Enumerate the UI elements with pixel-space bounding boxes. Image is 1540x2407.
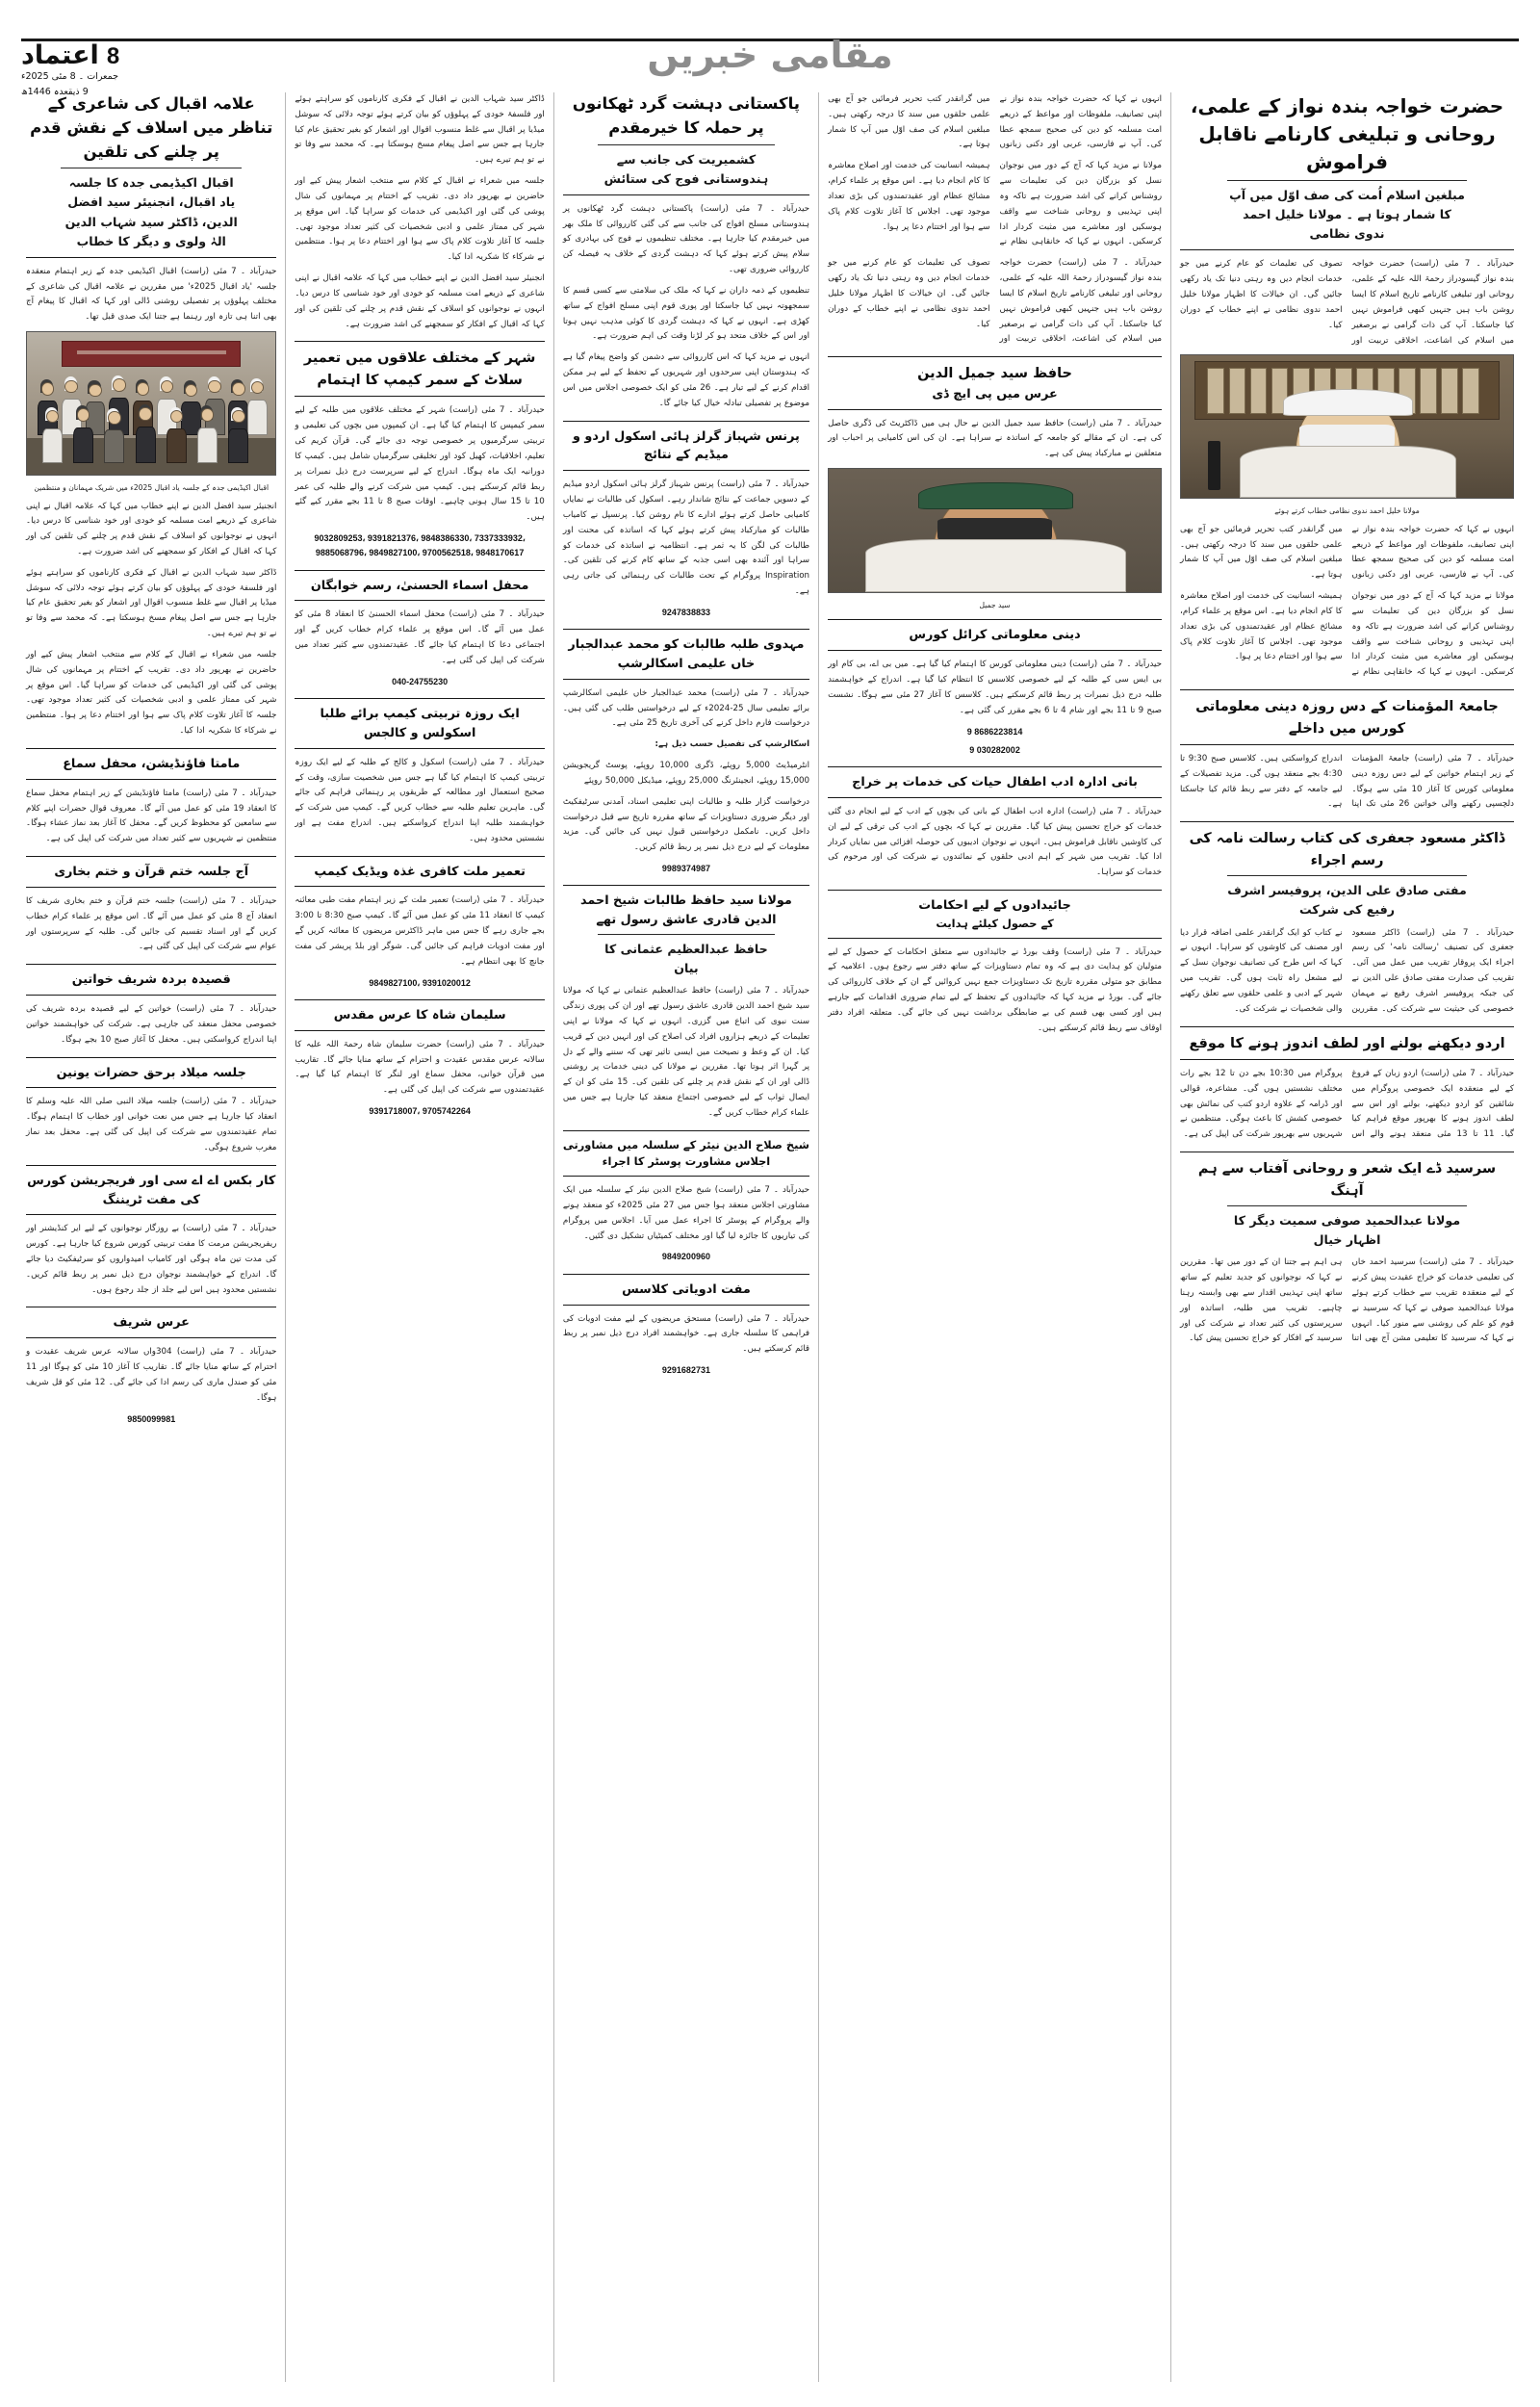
headline-poster-release: شیخ صلاح الدین نیئر کے سلسلہ میں مشاورتی اجلاس مشاورت پوسٹر کا اجراء — [562, 1137, 809, 1169]
body-terror-strike-1: حیدرآباد ۔ 7 مئی (راست) پاکستانی دہشت گرد ٹھکانوں پر ہندوستانی مسلح افواج کی جانب سے کی گئی کارروائی کا ملک بھر میں خیرمقدم کیا جارہا ہے۔ مختلف تنظیموں نے فوج کی بہادری کو سلام پیش کرتے ہوئے کہا کہ دہشت گردی کے خلاف یہ فیصلہ کن کارروائی ضروری تھی۔ — [562, 203, 810, 275]
newspaper-name: اعتماد — [21, 40, 99, 70]
col4-continuation-bot: انجنیئر سید افضل الدین نے اپنے خطاب میں کہا کہ علامہ اقبال نے اپنی شاعری کے ذریعے امت مسلمہ کو خودی اور خود شناسی کا درس دیا۔ انہوں نے نوجوانوں کو اسلاف کے نقش قدم پر چلنے کی تلقین کی اور کہا کہ اقبال کے افکار کو سمجھنے کی اشد ضرورت ہے۔ — [295, 273, 545, 329]
col2-continuation-top: انہوں نے کہا کہ حضرت خواجہ بندہ نواز نے اپنی تصانیف، ملفوظات اور مواعظ کے ذریعے امت مسلمہ کو دین کی صحیح سمجھ عطا کی۔ آپ نے فارسی، عربی اور دکنی زبانوں میں گرانقدر کتب تحریر فرمائیں جو آج بھی علمی حلقوں میں سند کا درجہ رکھتی ہیں۔ مبلغین اسلام کی صف اوّل میں آپ کا شمار ہوتا ہے۔ — [828, 94, 1163, 150]
divider — [563, 1130, 809, 1131]
subheadline-iqbal-academy: اقبال اکیڈیمی جدہ کا جلسہ یاد اقبال، انجنیئر سید افضل الدین، ڈاکٹر سید شہاب الدین الہٰ ولوی و دیگر کا خطاب — [61, 168, 241, 251]
divider — [563, 629, 809, 630]
body-summer-camp: حیدرآباد ۔ 7 مئی (راست) شہر کے مختلف علاقوں میں طلبہ کے لیے سمر کیمپس کا اہتمام کیا گیا ہے۔ ان کیمپوں میں بچوں کی تعلیمی و تربیتی سرگرمیوں پر خصوصی توجہ دی جائے گی۔ قرآن کریم کی تعلیم، اخلاقیات، کھیل کود اور تخلیقی سرگرمیاں شامل ہیں۔ کیمپ کا دورانیہ ایک ماہ ہوگا۔ اندراج کے لیے سرپرست درج ذیل نمبرات پر ربط قائم کرسکتے ہیں۔ کیمپ میں شرکت کرنے والے طلبہ کی عمر 10 تا 15 سال ہونی چاہیے۔ اوقات صبح 8 تا 11 بجے مقرر کیے گئے ہیں۔ — [295, 405, 545, 523]
phone-asma-ul-husna: 040-24755230 — [392, 676, 449, 686]
body-ashiq-rasool: حیدرآباد ۔ 7 مئی (راست) حافظ عبدالعظیم عثمانی نے کہا کہ مولانا سید شیخ احمد الدین قادری عاشق رسول تھے اور ان کی پوری زندگی سنت نبوی کی اتباع میں گزری۔ انہوں نے کہا کہ مولانا نے اپنی تعلیمات کے ذریعے ہزاروں افراد کی اصلاح کی اور انہیں دین کے قریب کیا۔ ان کے وعظ و نصیحت میں ایسی تاثیر تھی کہ سننے والے کے دل پر گہرا اثر ہوتا تھا۔ مقررین نے مولانا کی دینی خدمات پر روشنی ڈالی اور ان کے نقش قدم پر چلنے کی تلقین کی۔ 15 مئی کو ان کے ایصال ثواب کے لیے خصوصی اجتماع منعقد کیا جارہا ہے جس میں علماء کرام خطاب کریں گے۔ — [562, 986, 810, 1118]
body-mamta-foundation: حیدرآباد ۔ 7 مئی (راست) مامتا فاؤنڈیشن کے زیر اہتمام محفل سماع کا انعقاد 19 مئی کو عمل میں آئے گا۔ معروف قوال حضرات اپنے کلام سے سامعین کو محظوظ کریں گے۔ محفل کا آغاز بعد نماز عشاء ہوگا۔ منتظمین نے شہریوں سے کثیر تعداد میں شرکت کی اپیل کی ہے۔ — [26, 788, 277, 844]
divider — [26, 1057, 276, 1058]
divider — [1180, 744, 1514, 745]
divider — [26, 1337, 276, 1338]
phone-medical-camp: 9849827100، 9391020012 — [369, 977, 471, 988]
divider — [828, 938, 1162, 939]
photo-row-front — [32, 395, 270, 463]
divider — [295, 570, 544, 571]
lead-subheadline: مبلغین اسلام اُمت کی صف اوّل میں آپ کا شمار ہوتا ہے ۔ مولانا خلیل احمد ندوی نظامی — [1227, 180, 1468, 244]
divider — [295, 856, 544, 857]
headline-medical-camp: تعمیر ملت کافری غذہ ویڈیک کیمپ — [314, 864, 526, 879]
divider — [828, 766, 1162, 767]
body-urs-shareef: حیدرآباد ۔ 7 مئی (راست) 304واں سالانہ عرس شریف عقیدت و احترام کے ساتھ منایا جائے گا۔ تقاریب کا آغاز 10 مئی کو ہوگا اور 11 مئی کو صندل ماری کی رسم ادا کی جائے گی۔ 12 مئی کو قل شریف ہوگا۔ — [26, 1347, 277, 1403]
phone-deeni-course-2: 9 030282002 — [969, 744, 1020, 755]
divider — [563, 470, 809, 471]
scholarship-amounts: انٹرمیڈیٹ 5,000 روپئے، ڈگری 10,000 روپئے، پوسٹ گریجویشن 15,000 روپئے، انجینئرنگ 25,000 روپئے، میڈیکل 50,000 روپئے — [562, 761, 810, 786]
divider — [828, 890, 1162, 891]
masthead — [0, 0, 1540, 97]
lead-body-3: مولانا نے مزید کہا کہ آج کے دور میں نوجوان نسل کو بزرگان دین کی تعلیمات سے روشناس کرانے کی اشد ضرورت ہے تاکہ وہ اپنی تہذیبی و روحانی شناخت سے واقف ہوسکیں اور معاشرے میں مثبت کردار ادا کرسکیں۔ انہوں نے کہا کہ خانقاہی نظام نے ہمیشہ انسانیت کی خدمت اور اصلاح معاشرہ کا کام انجام دیا ہے۔ اس موقع پر علماء کرام، مشائخ عظام اور عقیدتمندوں کی بڑی تعداد موجود تھی۔ اجلاس کا آغاز تلاوت کلام پاک سے ہوا اور اختتام دعا پر ہوا۔ — [1180, 591, 1514, 678]
body-iqbal-1: حیدرآباد ۔ 7 مئی (راست) اقبال اکیڈیمی جدہ کے زیر اہتمام منعقدہ جلسہ 'یاد اقبال 2025ء' میں مقررین نے علامہ اقبال کی شاعری کے مختلف پہلوؤں پر تفصیلی روشنی ڈالی اور کہا کہ اقبال کا پیغام آج بھی اتنا ہی تازہ اور رہنما ہے جتنا ایک صدی قبل تھا۔ — [26, 266, 277, 323]
col2-continuation-mid: مولانا نے مزید کہا کہ آج کے دور میں نوجوان نسل کو بزرگان دین کی تعلیمات سے روشناس کرانے کی اشد ضرورت ہے تاکہ وہ اپنی تہذیبی و روحانی شناخت سے واقف ہوسکیں اور معاشرے میں مثبت کردار ادا کرسکیں۔ انہوں نے کہا کہ خانقاہی نظام نے ہمیشہ انسانیت کی خدمت اور اصلاح معاشرہ کا کام انجام دیا ہے۔ اس موقع پر علماء کرام، مشائخ عظام اور عقیدتمندوں کی بڑی تعداد موجود تھی۔ اجلاس کا آغاز تلاوت کلام پاک سے ہوا اور اختتام دعا پر ہوا۔ — [828, 161, 1163, 247]
phone-prince-shahbaz: 9247838833 — [661, 607, 710, 617]
divider — [828, 409, 1162, 410]
body-free-medicine: حیدرآباد ۔ 7 مئی (راست) مستحق مریضوں کے لیے مفت ادویات کی فراہمی کا سلسلہ جاری ہے۔ خواہشمند افراد درج ذیل نمبر پر ربط قائم کرسکتے ہیں۔ — [562, 1313, 810, 1355]
body-asma-ul-husna: حیدرآباد ۔ 7 مئی (راست) محفل اسماء الحسنیٰ کا انعقاد 8 مئی کو عمل میں آئے گا۔ اس موقع پر علماء کرام خطاب کریں گے اور اجتماعی دعا کا اہتمام کیا جائے گا۔ عقیدتمندوں سے کثیر تعداد میں شرکت کی اپیل کی گئی ہے۔ — [295, 609, 545, 665]
portrait-photo-khaleel — [1180, 354, 1514, 499]
body-adab-atfal: حیدرآباد ۔ 7 مئی (راست) ادارہ ادب اطفال کے بانی کی بچوں کے ادب کے لیے انجام دی گئی خدمات کو خراج تحسین پیش کیا گیا۔ مقررین نے کہا کہ بچوں کے ادب کی ترقی کے لیے ان کی کاوشیں ناقابل فراموش ہیں۔ انہوں نے نوجوان ادیبوں کی حوصلہ افزائی میں نمایاں کردار ادا کیا۔ تقریب میں شہر کے اہم ادبی حلقوں کے نمائندوں نے شرکت کی اور مرحوم کی خدمات کو سراہا۔ — [828, 806, 1163, 878]
column-4 — [285, 92, 552, 2382]
subheadline-property-orders: کے حصول کیلئے ہدایت — [936, 916, 1054, 930]
phone-urs-sulaiman-shah: 9391718007، 9705742264 — [369, 1106, 471, 1117]
subheadline-ashiq-rasool: حافظ عبدالعظیم عثمانی کا بیان — [598, 934, 776, 978]
photo-caption-3: اقبال اکیڈیمی جدہ کے جلسہ یاد اقبال 2025ء میں شریک مہمانان و منتظمین — [34, 483, 270, 493]
body-poster-release: حیدرآباد ۔ 7 مئی (راست) شیخ صلاح الدین نیئر کے سلسلہ میں ایک مشاورتی اجلاس منعقد ہوا جس میں 27 مئی 2025ء کو منعقد ہونے والے پروگرام کے پوسٹر کا اجراء عمل میں آیا۔ اجلاس میں پروگرام کی تیاریوں کا جائزہ لیا گیا اور مختلف کمیٹیاں تشکیل دی گئیں۔ — [562, 1185, 810, 1241]
divider — [295, 396, 544, 397]
headline-asma-ul-husna: محفل اسماء الحسنیٰ، رسم خوابگان — [310, 578, 529, 593]
column-2 — [818, 92, 1170, 2382]
headline-prince-shahbaz-results: پرنس شہباز گرلز ہائی اسکول اردو و میڈیم کے نتائج — [573, 428, 800, 463]
body-scholarship-2: درخواست گزار طلبہ و طالبات اپنی تعلیمی اسناد، آمدنی سرٹیفکیٹ اور دیگر ضروری دستاویزات کے ساتھ مقررہ تاریخ سے قبل درخواست داخل کریں۔ نامکمل درخواستیں قبول نہیں کی جائیں گی۔ مزید معلومات کے لیے درج ذیل نمبر پر ربط قائم کریں۔ — [562, 796, 810, 853]
divider — [1180, 821, 1514, 822]
headline-book-launch: ڈاکٹر مسعود جعفری کی کتاب رسالت نامہ کی رسم اجراء — [1189, 831, 1505, 868]
body-one-day-camp: حیدرآباد ۔ 7 مئی (راست) اسکول و کالج کے طلبہ کے لیے ایک روزہ تربیتی کیمپ کا اہتمام کیا گیا ہے جس میں شخصیت سازی، وقت کے صحیح استعمال اور مطالعہ کے طریقوں پر رہنمائی فراہم کی جائے گی۔ ماہرین تعلیم طلبہ سے خطاب کریں گے۔ کیمپ میں شرکت کے خواہشمند طلبہ اپنا اندراج کرواسکتے ہیں۔ اندراج مفت ہے اور نشستیں محدود ہیں۔ — [295, 757, 545, 843]
divider — [563, 885, 809, 886]
body-terror-strike-2: تنظیموں کے ذمہ داران نے کہا کہ ملک کی سلامتی سے کسی قسم کا سمجھوتہ نہیں کیا جاسکتا اور پوری قوم اپنی مسلح افواج کے ساتھ کھڑی ہے۔ انہوں نے کہا کہ دہشت گردی کا کوئی مذہب نہیں ہوتا اور اس کے خلاف متحد ہو کر لڑنا وقت کی اہم ضرورت ہے۔ — [562, 285, 810, 342]
headline-property-orders: جائیدادوں کے لیے احکامات — [918, 898, 1071, 914]
section-title: مقامی خبریں — [647, 34, 893, 76]
headline-free-medicine: مفت ادویاتی کلاسس — [622, 1281, 751, 1297]
divider — [26, 964, 276, 965]
column-5 — [17, 92, 285, 2382]
headline-ac-course: کار بکس اے اے سی اور فریجریشن کورس کی مفت ٹریننگ — [27, 1173, 276, 1207]
divider — [1180, 689, 1514, 690]
headline-jameel-uddin: حافظ سید جمیل الدین — [917, 366, 1073, 382]
divider — [828, 650, 1162, 651]
divider — [26, 1214, 276, 1215]
divider — [563, 679, 809, 680]
divider — [563, 1305, 809, 1306]
event-banner — [62, 341, 241, 367]
phones-summer-camp: 9032809253، 9391821376، 9848386330، 7337333932، 9885068796، 9849827100، 9700562518، 9848170617 — [314, 532, 526, 558]
col2-continuation-bot: حیدرآباد ۔ 7 مئی (راست) حضرت خواجہ بندہ نواز گیسودراز رحمۃ اللہ علیہ کے علمی، روحانی اور تبلیغی کارنامے تاریخ اسلام کا ایسا روشن باب ہیں جنہیں کبھی فراموش نہیں کیا جاسکتا۔ آپ کی ذات گرامی نے برصغیر میں اسلام کی اشاعت، اخلاقی تربیت اور تصوف کی تعلیمات کو عام کرنے میں جو خدمات انجام دیں وہ رہتی دنیا تک یاد رکھی جائیں گی۔ ان خیالات کا اظہار مولانا خلیل احمد ندوی نظامی نے اپنے خطاب کے دوران کیا۔ — [828, 258, 1163, 345]
portrait-photo-jameel — [828, 468, 1162, 593]
divider — [828, 797, 1162, 798]
headline-urs-shareef: عرس شریف — [113, 1315, 190, 1331]
body-book-launch: حیدرآباد ۔ 7 مئی (راست) ڈاکٹر مسعود جعفری کی تصنیف 'رسالت نامہ' کی رسم اجراء ایک پروقار تقریب میں عمل میں آئی۔ تقریب کی صدارت مفتی صادق علی الدین نے کی جبکہ پروفیسر اشرف رفیع نے مہمان خصوصی کی حیثیت سے شرکت کی۔ مقررین نے کتاب کو ایک گرانقدر علمی اضافہ قرار دیا اور مصنف کی کاوشوں کو سراہا۔ انہوں نے کہا کہ اس طرح کی تصانیف نوجوان نسل کے لیے مشعل راہ ثابت ہوں گی۔ تقریب میں شہر کے ادبی و علمی حلقوں سے تعلق رکھنے والی شخصیات نے شرکت کی۔ — [1180, 927, 1514, 1014]
column-grid — [17, 92, 1523, 2382]
headline-scholarship: مہدوی طلبہ طالبات کو محمد عبدالجبار خاں علیمی اسکالرشپ — [568, 637, 805, 671]
body-sirsyed-day: حیدرآباد ۔ 7 مئی (راست) سرسید احمد خاں کی تعلیمی خدمات کو خراج عقیدت پیش کرنے کے لیے منعقدہ تقریب سے خطاب کرتے ہوئے مولانا عبدالحمید صوفی نے کہا کہ سرسید نے قوم کو علم کی روشنی سے منور کیا۔ انہوں نے کہا کہ سرسید کا تعلیمی مشن آج بھی اتنا ہی اہم ہے جتنا ان کے دور میں تھا۔ مقررین نے کہا کہ نوجوانوں کو جدید تعلیم کے ساتھ ساتھ اپنی تہذیبی اقدار سے بھی وابستہ رہنا چاہیے۔ تقریب میں طلبہ، اساتذہ اور سرپرستوں کی کثیر تعداد نے شرکت کی اور سرسید کے افکار کو خراج تحسین پیش کیا۔ — [1180, 1257, 1514, 1344]
body-property-orders: حیدرآباد ۔ 7 مئی (راست) وقف بورڈ نے جائیدادوں سے متعلق احکامات کے حصول کے لیے متولیان کو ہدایت دی ہے کہ وہ تمام دستاویزات کے ساتھ دفتر سے رجوع ہوں۔ اعلامیہ کے مطابق جو متولی مقررہ تاریخ تک دستاویزات جمع نہیں کروائیں گے ان کے خلاف کارروائی کی جائے گی۔ بورڈ نے مزید کہا کہ جائیدادوں کے تحفظ کے لیے تمام ضروری اقدامات کیے جارہے ہیں اور کسی بھی قسم کی بے ضابطگی برداشت نہیں کی جائے گی۔ متعلقہ افراد دفتر اوقاف سے ربط قائم کرسکتے ہیں۔ — [828, 946, 1163, 1033]
divider — [295, 748, 544, 749]
col4-continuation-top: ڈاکٹر سید شہاب الدین نے اقبال کے فکری کارناموں کو سراہتے ہوئے اور فلسفۂ خودی کے پہلوؤں کو بیان کرتے ہوئے توجہ دلائی کہ سوشل میڈیا پر اقبال سے غلط منسوب اقوال اور اشعار کو بغیر تحقیق عام کیا جارہا ہے جس سے اصل پیغام مسخ ہوسکتا ہے۔ کہ محمد سے وفا تو نے تو ہم تیرے ہیں۔ — [295, 94, 545, 166]
headline-khatm-quran: آج جلسہ ختم قرآن و ختم بخاری — [54, 865, 249, 880]
photo-caption-1: مولانا خلیل احمد ندوی نظامی خطاب کرتے ہوئے — [1274, 506, 1420, 516]
body-jameel-uddin: حیدرآباد ۔ 7 مئی (راست) حافظ سید جمیل الدین نے حال ہی میں ڈاکٹریٹ کی ڈگری حاصل کی ہے۔ ان کے مقالے کو جامعہ کے اساتذہ نے سراہا ہے۔ ان کی اس کامیابی پر احباب اور متعلقین نے مبارکباد پیش کی ہے۔ — [828, 418, 1163, 459]
divider — [26, 748, 276, 749]
body-jalsa-milad: حیدرآباد ۔ 7 مئی (راست) جلسہ میلاد النبی صلی اللہ علیہ وسلم کا انعقاد کیا جارہا ہے جس میں نعت خوانی اور خطاب کا اہتمام ہوگا۔ تمام عقیدتمندوں سے شرکت کی اپیل کی گئی ہے۔ محفل بعد نماز مغرب شروع ہوگی۔ — [26, 1097, 277, 1152]
headline-mamta-foundation: مامتا فاؤنڈیشن، محفل سماع — [63, 756, 241, 771]
body-ac-course: حیدرآباد ۔ 7 مئی (راست) بے روزگار نوجوانوں کے لیے ایر کنڈیشنر اور ریفریجریشن مرمت کا مفت تربیتی کورس شروع کیا جارہا ہے۔ کورس کی مدت تین ماہ ہوگی اور کامیاب امیدواروں کو سرٹیفکیٹ دیا جائے گا۔ اندراج کے خواہشمند نوجوان درج ذیل نمبر پر ربط قائم کریں۔ نشستیں محدود ہیں اس لیے جلد از جلد رجوع ہوں۔ — [26, 1224, 277, 1295]
divider — [563, 1274, 809, 1275]
phone-scholarship: 9989374987 — [661, 864, 710, 874]
lead-body-1: حیدرآباد ۔ 7 مئی (راست) حضرت خواجہ بندہ نواز گیسودراز رحمۃ اللہ علیہ کے علمی، روحانی اور تبلیغی کارنامے تاریخ اسلام کا ایسا روشن باب ہیں جنہیں کبھی فراموش نہیں کیا جاسکتا۔ آپ کی ذات گرامی نے برصغیر میں اسلام کی اشاعت، اخلاقی تربیت اور تصوف کی تعلیمات کو عام کرنے میں جو خدمات انجام دیں وہ رہتی دنیا تک یاد رکھی جائیں گی۔ ان خیالات کا اظہار مولانا خلیل احمد ندوی نظامی نے اپنے خطاب کے دوران کیا۔ — [1180, 259, 1514, 346]
divider — [26, 995, 276, 996]
body-qaseeda-burda: حیدرآباد ۔ 7 مئی (راست) خواتین کے لیے قصیدہ بردہ شریف کی خصوصی محفل منعقد کی جارہی ہے۔ شرکت کی خواہشمند خواتین اپنا اندراج کرواسکتی ہیں۔ محفل کا آغاز صبح 10 بجے ہوگا۔ — [26, 1004, 277, 1045]
headline-urdu-event: اردو دیکھنے بولنے اور لطف اندوز ہونے کا موقع — [1189, 1035, 1505, 1051]
headline-jalsa-milad: جلسہ میلاد برحق حضرات یونین — [56, 1065, 246, 1080]
divider — [26, 856, 276, 857]
lead-body-2: انہوں نے کہا کہ حضرت خواجہ بندہ نواز نے اپنی تصانیف، ملفوظات اور مواعظ کے ذریعے امت مسلمہ کو دین کی صحیح سمجھ عطا کی۔ آپ نے فارسی، عربی اور دکنی زبانوں میں گرانقدر کتب تحریر فرمائیں جو آج بھی علمی حلقوں میں سند کا درجہ رکھتی ہیں۔ مبلغین اسلام کی صف اوّل میں آپ کا شمار ہوتا ہے۔ — [1180, 524, 1514, 581]
body-khatm-quran: حیدرآباد ۔ 7 مئی (راست) جلسہ ختم قرآن و ختم بخاری شریف کا انعقاد آج 8 مئی کو عمل میں آئے گا۔ اس موقع پر علماء کرام خطاب کریں گے اور اسناد تقسیم کی جائیں گی۔ طلبہ کے سرپرستوں اور عوام سے شرکت کی اپیل کی گئی ہے۔ — [26, 895, 277, 952]
col4-continuation-mid: جلسہ میں شعراء نے اقبال کے کلام سے منتخب اشعار پیش کیے اور حاضرین نے بھرپور داد دی۔ تقریب کے اختتام پر مہمانوں کی شال پوشی کی گئی اور اکیڈیمی کی خدمات کو سراہا گیا۔ اس موقع پر شہر کی ممتاز علمی و ادبی شخصیات کی کثیر تعداد موجود تھی۔ جلسہ کا آغاز تلاوت کلام پاک سے ہوا اور اختتام دعا پر ہوا۔ منتظمین نے شرکاء کا شکریہ ادا کیا۔ — [295, 176, 545, 263]
divider — [1180, 249, 1514, 250]
subheadline-sirsyed-day: مولانا عبدالحمید صوفی سمیت دیگر کا اظہار خیال — [1227, 1205, 1468, 1250]
photo-caption-2: سید جمیل — [979, 601, 1011, 610]
divider — [295, 341, 544, 342]
divider — [1180, 1026, 1514, 1027]
headline-summer-camp: شہر کے مختلف علاقوں میں تعمیر سلاٹ کے سمر کیمپ کا اہتمام — [303, 350, 536, 388]
column-3 — [553, 92, 818, 2382]
column-1 — [1170, 92, 1523, 2382]
body-urs-sulaiman-shah: حیدرآباد ۔ 7 مئی (راست) حضرت سلیمان شاہ رحمۃ اللہ علیہ کا سالانہ عرس مقدس عقیدت و احترام کے ساتھ منایا جائے گا۔ تقاریب میں قرآن خوانی، محفل سماع اور لنگر کا اہتمام کیا گیا ہے۔ عقیدتمندوں سے شرکت کی اپیل کی گئی ہے۔ — [295, 1039, 545, 1096]
divider — [295, 999, 544, 1000]
divider — [828, 356, 1162, 357]
headline-qaseeda-burda: قصیدہ بردہ شریف خواتین — [71, 972, 231, 988]
divider — [1180, 1059, 1514, 1060]
body-iqbal-4: جلسہ میں شعراء نے اقبال کے کلام سے منتخب اشعار پیش کیے اور حاضرین نے بھرپور داد دی۔ تقریب کے اختتام پر مہمانوں کی شال پوشی کی گئی اور اکیڈیمی کی خدمات کو سراہا گیا۔ اس موقع پر شہر کی ممتاز علمی و ادبی شخصیات کی کثیر تعداد موجود تھی۔ جلسہ کا آغاز تلاوت کلام پاک سے ہوا اور اختتام دعا پر ہوا۔ منتظمین نے شرکاء کا شکریہ ادا کیا۔ — [26, 649, 277, 737]
divider — [295, 1030, 544, 1031]
headline-deeni-course: دینی معلوماتی کرائل کورس — [909, 628, 1081, 643]
subheadline-terror-strike: کشمیریت کی جانب سے ہندوستانی فوج کی ستائش — [598, 144, 776, 189]
divider — [26, 1165, 276, 1166]
headline-terror-strike: پاکستانی دہشت گرد ٹھکانوں پر حملہ کا خیرمقدم — [572, 94, 800, 137]
headline-one-day-camp: ایک روزہ تربیتی کیمپ برائے طلبا اسکولس و کالجس — [320, 707, 520, 740]
subheadline-jameel-uddin: عرس میں پی ایچ ڈی — [932, 386, 1058, 401]
divider — [295, 698, 544, 699]
headline-adab-atfal: بانی ادارہ ادب اطفال حیات کی خدمات پر خراج — [852, 775, 1138, 790]
phone-poster-release: 9849200960 — [661, 1252, 710, 1262]
divider — [26, 1087, 276, 1088]
divider — [828, 619, 1162, 620]
phone-free-medicine: 9291682731 — [661, 1365, 710, 1376]
headline-sirsyed-day: سرسید ڈے ایک شعر و روحانی آفتاب سے ہم آہنگ — [1197, 1161, 1497, 1199]
body-iqbal-2: انجنیئر سید افضل الدین نے اپنے خطاب میں کہا کہ علامہ اقبال نے اپنی شاعری کے ذریعے امت مسلمہ کو خودی اور خود شناسی کا درس دیا۔ انہوں نے نوجوانوں کو اسلاف کے نقش قدم پر چلنے کی تلقین کی اور کہا کہ اقبال کے افکار کو سمجھنے کی اشد ضرورت ہے۔ — [26, 501, 277, 556]
divider — [563, 194, 809, 195]
divider — [295, 600, 544, 601]
phone-urs-shareef: 9850099981 — [127, 1413, 176, 1424]
divider — [563, 421, 809, 422]
body-terror-strike-3: انہوں نے مزید کہا کہ اس کارروائی سے دشمن کو واضح پیغام گیا ہے کہ ہندوستان اپنی سرحدوں اور شہریوں کے تحفظ کے لیے ہر ممکن اقدام کرنے کے لیے تیار ہے۔ 26 مئی کو ایک خصوصی اجلاس میں اس موضوع پر تفصیلی تبادلہ خیال کیا جائے گا۔ — [562, 352, 810, 408]
phone-deeni-course-1: 9 8686223814 — [966, 726, 1023, 737]
body-deeni-course: حیدرآباد ۔ 7 مئی (راست) دینی معلوماتی کورس کا اہتمام کیا گیا ہے۔ میں بی اے، بی کام اور بی ایس سی کے طلبہ کے لیے خصوصی کلاسس کا انتظام کیا گیا ہے۔ اندراج کے خواہشمند طلبہ درج ذیل نمبرات پر ربط قائم کرسکتے ہیں۔ کلاسس کا آغاز 27 مئی سے ہوگا۔ نشست صبح 9 تا 11 بجے اور شام 4 تا 6 بجے مقرر کی گئی ہے۔ — [828, 660, 1163, 715]
body-urdu-event: حیدرآباد ۔ 7 مئی (راست) اردو زبان کے فروغ کے لیے منعقدہ ایک خصوصی پروگرام میں شائقین کو اردو دیکھنے، بولنے اور اس سے لطف اندوز ہونے کا بھرپور موقع فراہم کیا گیا۔ 11 تا 13 مئی منعقد ہونے والے اس پروگرام میں 10:30 بجے دن تا 12 بجے رات مختلف نشستیں ہوں گی۔ مشاعرہ، قوالی اور ڈرامہ کے علاوہ اردو کتب کی نمائش بھی خصوصی کشش کا باعث ہوگی۔ منتظمین نے شہریوں سے بھرپور شرکت کی اپیل کی ہے۔ — [1180, 1068, 1514, 1140]
divider — [295, 886, 544, 887]
body-jamia-course: حیدرآباد ۔ 7 مئی (راست) جامعۃ المؤمنات کے زیر اہتمام خواتین کے لیے دس روزہ دینی معلوماتی کورس کا آغاز 10 مئی سے ہوگا۔ دلچسپی رکھنے والی خواتین 26 مئی تک اپنا اندراج کرواسکتی ہیں۔ کلاسس صبح 9:30 تا 4:30 بجے منعقد ہوں گی۔ مزید تفصیلات کے لیے جامعہ کے دفتر سے ربط قائم کیا جاسکتا ہے۔ — [1180, 754, 1514, 810]
page-number: 8 — [106, 43, 120, 69]
divider — [26, 779, 276, 780]
body-prince-shahbaz-results: حیدرآباد ۔ 7 مئی (راست) پرنس شہباز گرلز ہائی اسکول اردو میڈیم کے دسویں جماعت کے نتائج شاندار رہے۔ اسکول کی طالبات نے نمایاں کامیابی حاصل کرتے ہوئے ادارے کا نام روشن کیا۔ پرنسپل نے کامیاب طالبات کو مبارکباد پیش کرتے ہوئے کہا کہ اساتذہ کی محنت اور طالبات کی لگن کا یہ ثمر ہے۔ انتظامیہ نے اساتذہ کی خدمات کو سراہا اور آئندہ بھی اسی جذبہ کے ساتھ کام کرنے کی تلقین کی۔ Inspiration پروگرام کے تحت طالبات کی رہنمائی کی جاتی رہی ہے۔ — [562, 479, 810, 596]
divider — [26, 887, 276, 888]
scholarship-list-intro: اسکالرشپ کی تفصیل حسب ذیل ہے: — [654, 739, 810, 750]
divider — [26, 257, 276, 258]
headline-urs-sulaiman-shah: سلیمان شاہ کا عرس مقدس — [333, 1007, 506, 1022]
date-hijri: 9 ذیقعدہ 1446ھ — [21, 86, 89, 97]
headline-iqbal-academy: علامہ اقبال کی شاعری کے تناظر میں اسلاف کے نقش قدم پر چلنے کی تلقین — [30, 94, 273, 161]
subheadline-book-launch: مفتی صادق علی الدین، پروفیسر اشرف رفیع کی شرکت — [1227, 875, 1468, 919]
body-scholarship-1: حیدرآباد ۔ 7 مئی (راست) محمد عبدالجبار خاں علیمی اسکالرشپ برائے تعلیمی سال 25-2024ء کے لیے درخواستیں طلب کی گئی ہیں۔ درخواست فارم داخل کرنے کی آخری تاریخ 25 مئی ہے۔ — [562, 687, 810, 729]
headline-ashiq-rasool: مولانا سید حافظ طالبات شیخ احمد الدین قادری عاشق رسول تھے — [580, 893, 792, 928]
body-medical-camp: حیدرآباد ۔ 7 مئی (راست) تعمیر ملت کے زیر اہتمام مفت طبی معائنہ کیمپ کا انعقاد 11 مئی کو عمل میں آئے گا۔ کیمپ صبح 8:30 تا 3:00 بجے جاری رہے گا جس میں ماہر ڈاکٹرس مریضوں کا معائنہ کریں گے اور مفت ادویات فراہم کی جائیں گی۔ شوگر اور بلڈ پریشر کی مفت جانچ کا بھی انتظام ہے۔ — [295, 895, 545, 967]
headline-jamia-course: جامعۃ المؤمنات کے دس روزہ دینی معلوماتی کورس میں داخلے — [1195, 699, 1499, 737]
divider — [563, 1176, 809, 1177]
body-iqbal-3: ڈاکٹر سید شہاب الدین نے اقبال کے فکری کارناموں کو سراہتے ہوئے اور فلسفۂ خودی کے پہلوؤں کو بیان کرتے ہوئے توجہ دلائی کہ سوشل میڈیا پر اقبال سے غلط منسوب اقوال اور اشعار کو بغیر تحقیق عام کیا جارہا ہے جس سے اصل پیغام مسخ ہوسکتا ہے۔ کہ محمد سے وفا تو نے تو ہم تیرے ہیں۔ — [26, 567, 277, 639]
group-photo-iqbal-academy — [26, 331, 276, 476]
date-gregorian: جمعرات ۔ 8 مئی 2025ء — [21, 71, 119, 82]
lead-headline: حضرت خواجہ بندہ نواز کے علمی، روحانی و تبلیغی کارنامے ناقابل فراموش — [1190, 94, 1504, 173]
